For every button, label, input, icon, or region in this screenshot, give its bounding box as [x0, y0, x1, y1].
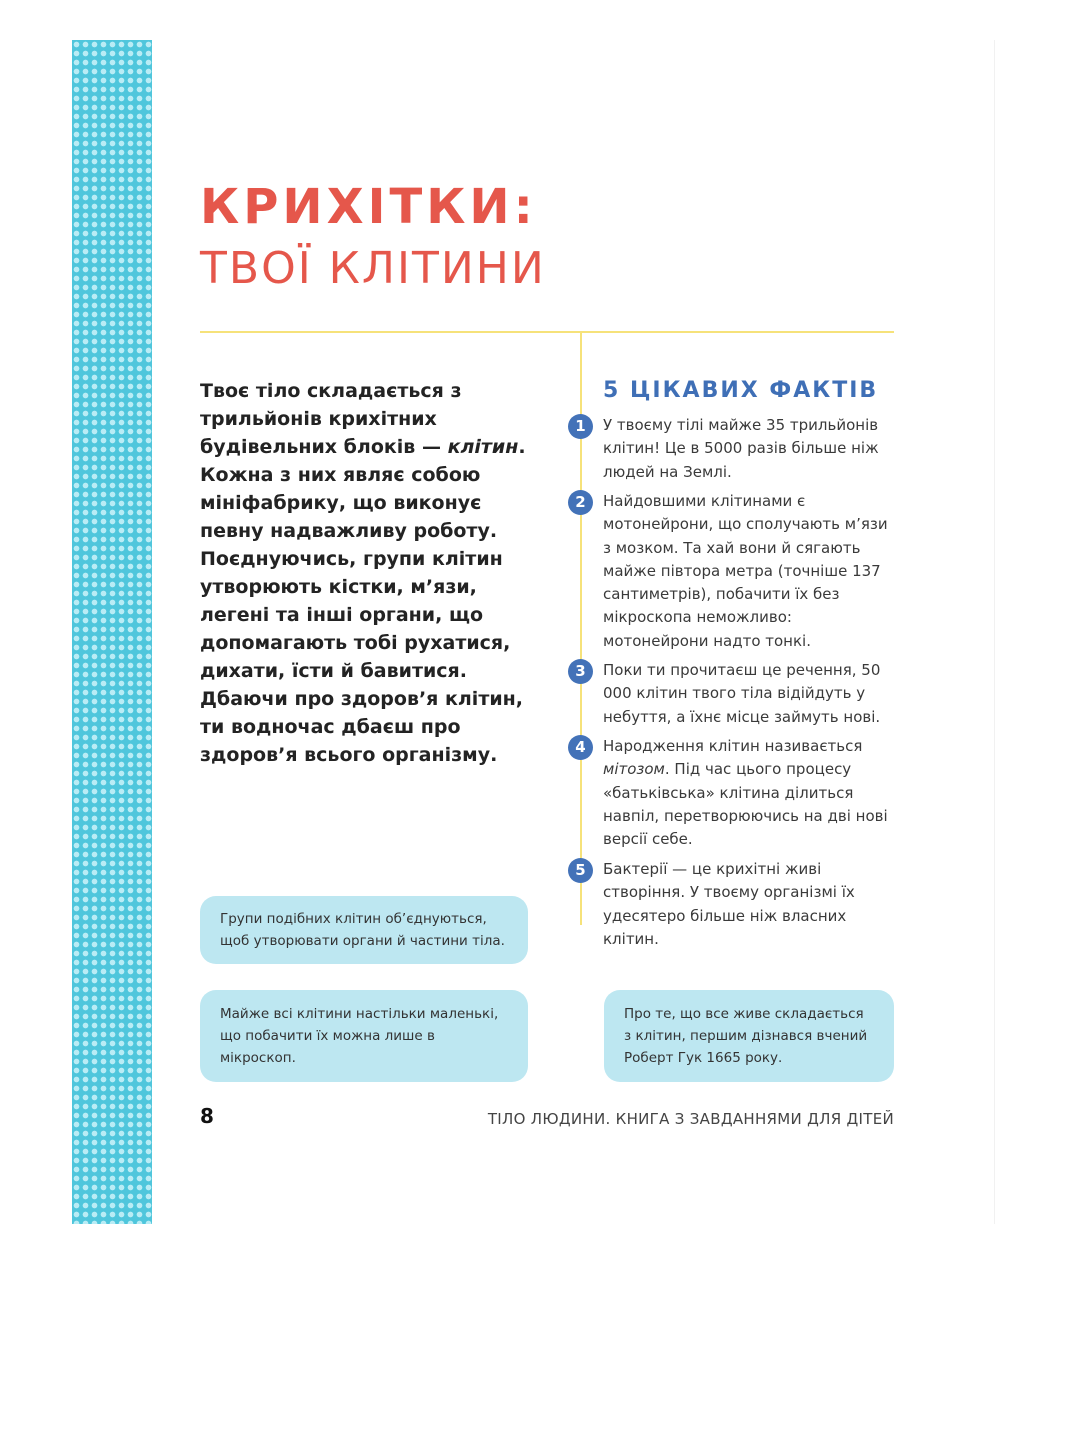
fact-text: У твоєму тілі майже 35 трильйонів клітин! Це в 5000 разів більше ніж людей на Землі. — [603, 416, 879, 481]
page-edge-line — [994, 40, 995, 1224]
decorative-dot-strip — [72, 40, 152, 1224]
number-badge-icon: 1 — [568, 414, 593, 439]
fact-text — [603, 735, 888, 851]
intro-text-start: Твоє тіло складається з трильйонів крихітних будівельних блоків — — [200, 380, 462, 458]
number-badge-icon: 3 — [568, 659, 593, 684]
fact-text-start: Народження клітин називається — [603, 737, 863, 755]
intro-text-end: . Кожна з них являє собою мініфабрику, що виконує певну надважливу роботу. Поєднуючись, групи клітин утворюють кістки, м’язи, легені та інші органи, що допомагають тобі рухатися, дихати, їсти й бавитися. Дбаючи про здоров’я клітин, ти водночас дбаєш про здоров’я всього організму. — [200, 436, 526, 766]
fact-text: Поки ти прочитаєш це речення, 50 000 клітин твого тіла відійдуть у небуття, а їхнє місце займуть нові. — [603, 661, 881, 726]
horizontal-divider — [200, 331, 894, 333]
fact-emphasis: мітозом — [603, 760, 665, 779]
fact-text-end: . Під час цього процесу «батьківська» клітина ділиться навпіл, перетворюючись на дві нові версії себе. — [603, 760, 888, 849]
intro-paragraph — [200, 377, 530, 769]
fact-text: Бактерії — це крихітні живі створіння. У твоєму організмі їх удесятеро більше ніж власних клітин. — [603, 860, 855, 948]
info-box-text: Про те, що все живе складається з клітин, першим дізнався вчений Роберт Гук 1665 року. — [624, 1006, 868, 1066]
info-box-3 — [604, 990, 894, 1082]
page-title-line1: КРИХІТКИ: — [200, 179, 537, 235]
intro-emphasis: клітин — [447, 436, 519, 458]
number-badge-icon: 2 — [568, 490, 593, 515]
number-badge-icon: 4 — [568, 735, 593, 760]
fact-item-3 — [568, 659, 888, 729]
fact-item-1 — [568, 414, 888, 484]
info-box-text: Майже всі клітини настільки маленькі, що побачити їх можна лише в мікроскоп. — [220, 1006, 499, 1066]
fact-text: Найдовшими клітинами є мотонейрони, що сполучають м’язи з мозком. Та хай вони й сягають майже півтора метра (точніше 137 сантиметрів), побачити їх без мікроскопа неможливо: мотонейрони надто тонкі. — [603, 492, 888, 650]
info-box-2 — [200, 990, 528, 1082]
page-number: 8 — [200, 1104, 214, 1128]
book-title: ТІЛО ЛЮДИНИ. КНИГА З ЗАВДАННЯМИ ДЛЯ ДІТЕЙ — [487, 1110, 894, 1128]
page-title-line2: ТВОЇ КЛІТИНИ — [200, 243, 546, 294]
facts-heading: 5 ЦІКАВИХ ФАКТІВ — [603, 378, 879, 403]
fact-item-4 — [568, 735, 888, 851]
info-box-1 — [200, 896, 528, 964]
page-title — [200, 176, 546, 300]
fact-item-2 — [568, 490, 888, 653]
fact-item-5 — [568, 858, 888, 951]
info-box-text: Групи подібних клітин об’єднуються, щоб утворювати органи й частини тіла. — [220, 911, 505, 949]
number-badge-icon: 5 — [568, 858, 593, 883]
